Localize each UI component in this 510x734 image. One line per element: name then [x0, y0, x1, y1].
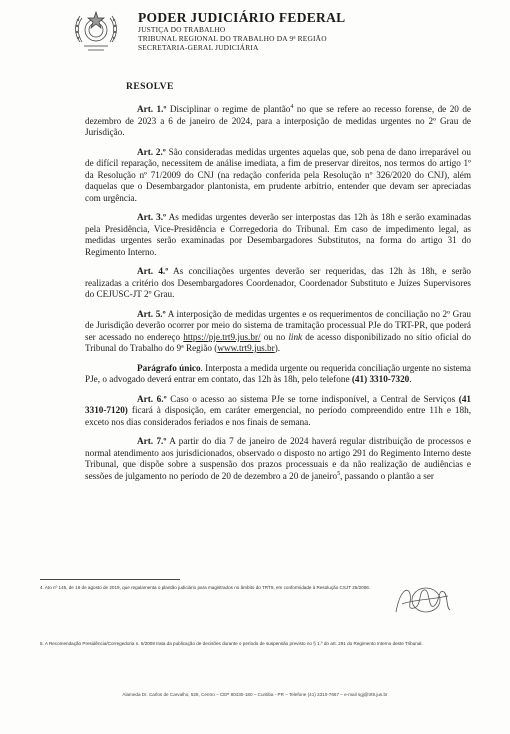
article-label: Art. 3.º: [137, 212, 167, 222]
handwritten-signature: [388, 580, 458, 620]
institution-line-1: JUSTIÇA DO TRABALHO: [138, 25, 226, 34]
institution-line-3: SECRETARIA-GERAL JUDICIÁRIA: [138, 43, 259, 52]
article-label: Art. 1.º: [137, 104, 167, 114]
article-text: Disciplinar o regime de plantão: [166, 104, 291, 114]
paragraph-label: Parágrafo único: [137, 362, 201, 373]
article-label: Art. 2.º: [137, 146, 166, 157]
service-phone: (41 3310-7120): [85, 393, 472, 415]
phone-number: (41) 3310-7320: [351, 374, 410, 384]
paragrafo-unico: [85, 363, 471, 386]
article-label: Art. 4.º: [137, 266, 169, 276]
article-text: no que se refere ao recesso forense, de 20 de dezembro de 2023 a 6 de janeiro de 2024, para a interposição de medidas urgentes no 2º Grau de Jurisdição.: [85, 104, 472, 137]
institution-title: PODER JUDICIÁRIO FEDERAL: [138, 10, 346, 25]
article-3: [85, 212, 471, 258]
article-text: Caso o acesso ao sistema PJe se torne indisponível, a Central de Serviços: [166, 393, 459, 404]
article-text: de acesso disponibilizado no sítio oficial do Tribunal do Trabalho do 9ª Região (: [85, 331, 472, 353]
article-2: [85, 147, 471, 205]
article-4: [85, 266, 471, 301]
page-footer-address: Alameda Dr. Carlos de Carvalho, 528, Centro – CEP 80430-180 – Curitiba - PR – Telefone (41) 3310-7667 – e-mail sgj@trt9.jus.br: [122, 692, 388, 697]
article-text: , passando o plantão a ser: [340, 470, 434, 481]
article-1: [85, 104, 471, 139]
resolve-heading: RESOLVE: [126, 81, 174, 92]
article-text: As conciliações urgentes deverão ser requeridas, das 12h às 18h, e serão realizadas a critério dos Desembargadores Coordenador, Coordenador Substituto e Juízes Supervisores do CEJUSC-JT 2º Grau.: [85, 266, 471, 299]
article-text: São consideradas medidas urgentes aquelas que, sob pena de dano irreparável ou de difícil reparação, necessitem de análise imediata, a fim de preservar direitos, nos termos do artigo 1º da Resolução nº 71/2009 do CNJ (na redação conferida pela Resolução nº 326/2020 do CNJ), além daquelas que o Desembargador plantonista, em prudente arbítrio, entender que devam ser apreciadas com urgência.: [85, 146, 472, 203]
footnote-ref: 5: [337, 470, 341, 477]
footnote-4: 4. Ato nº 145, de 16 de agosto de 2019, que regulamenta o plantão judiciário para magistrados no âmbito do TRT9, em conformidade à Resolução CSJT 25/2006.: [40, 585, 371, 590]
article-text: ficará à disposição, em caráter emergencial, no período compreendido entre 11h e 18h, exceto nos dias considerados feriados e nos finais de semana.: [85, 405, 471, 427]
article-6: [85, 394, 471, 429]
pje-link[interactable]: https://pje.trt9.jus.br/: [183, 331, 261, 342]
paragraph-text: . Interposta a medida urgente ou requerida conciliação urgente no sistema PJe, o advogado deverá entrar em contato, das 12h às 18h, pelo telefone: [85, 362, 471, 384]
footnote-ref: 4: [290, 103, 294, 110]
footnote-5: 5. A Recomendação Presidência/Corregedoria n. 5/2008 trata da publicação de decisões durante o período de suspensão previsto no § 1.º do art. 291 do Regimento Interno deste Tribunal.: [40, 641, 423, 646]
paragraph-text: .: [409, 374, 412, 384]
article-label: Art. 7.º: [137, 436, 167, 446]
coat-of-arms-logo: [68, 6, 124, 58]
article-7: [85, 436, 471, 482]
article-label: Art. 5.º: [137, 308, 166, 319]
article-5: [85, 309, 471, 355]
article-text: As medidas urgentes deverão ser interpostas das 12h às 18h e serão examinadas pela Presidência, Vice-Presidência e Corregedoria do Tribunal. Em caso de impedimento legal, as medidas urgentes serão examinadas por Desembargadores Substitutos, na forma do artigo 31 do Regimento Interno.: [85, 212, 471, 257]
article-text: ).: [274, 343, 281, 353]
document-body: [85, 104, 471, 490]
article-text: A partir do dia 7 de janeiro de 2024 haverá regular distribuição de processos e normal atendimento aos jurisdicionados, observado o disposto no artigo 291 do Regimento Interno deste Tribunal, que dispõe sobre a suspensão dos prazos processuais e da não realização de audiências e sessões de julgamento no período de 20 de dezembro a 20 de janeiro: [85, 436, 472, 481]
article-text: A interposição de medidas urgentes e os requerimentos de conciliação no 2º Grau de Jurisdição deverão ocorrer por meio do sistema de tramitação processual PJe do TRT-PR, que poderá ser acessado no endereço: [85, 308, 471, 342]
footnote-divider: [40, 579, 180, 580]
institution-line-2: TRIBUNAL REGIONAL DO TRABALHO DA 9ª REGIÃO: [138, 34, 327, 43]
article-label: Art. 6.º: [137, 393, 167, 404]
link-word: link: [288, 331, 303, 342]
article-text: ou no: [260, 331, 289, 342]
letterhead: [138, 10, 478, 52]
tribunal-site-link[interactable]: www.trt9.jus.br: [217, 343, 275, 353]
